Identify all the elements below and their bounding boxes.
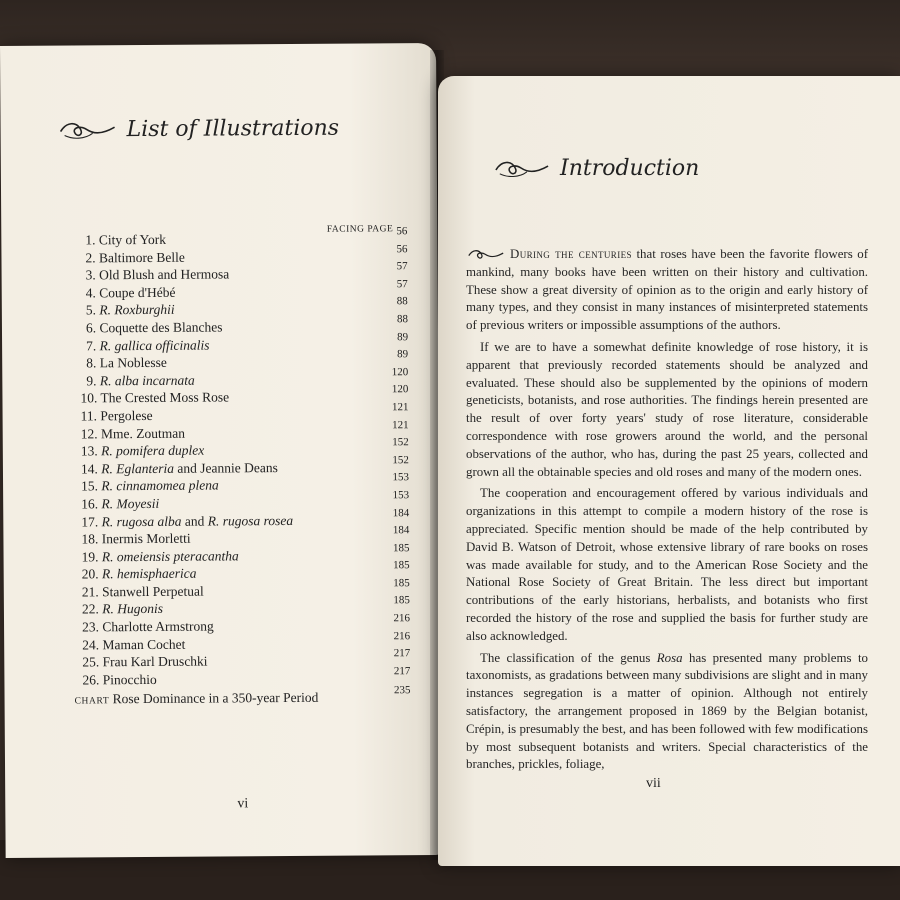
illustration-title: Coquette des Blanches [99, 319, 223, 336]
illustration-number: 5. [85, 302, 97, 318]
list-of-illustrations-title: List of Illustrations [126, 115, 340, 143]
paragraph-flourish-icon [466, 248, 506, 262]
illustration-number: 17. [81, 513, 99, 529]
illustration-page-number: 88 [396, 313, 408, 326]
paragraph-4 [466, 650, 868, 775]
illustration-row [81, 489, 410, 513]
illustration-row [81, 577, 410, 601]
illustration-number: 21. [81, 584, 99, 600]
chart-page-number: 235 [393, 684, 411, 697]
illustration-title: La Noblesse [99, 354, 167, 371]
illustration-number: 3. [85, 267, 96, 283]
illustration-row [80, 383, 409, 408]
illustration-row [81, 594, 410, 619]
illustration-number: 9. [86, 373, 97, 389]
illustration-title: Baltimore Belle [98, 249, 185, 265]
illustration-row [86, 365, 409, 390]
illustration-number: 1. [85, 232, 96, 248]
illustration-number: 8. [86, 355, 97, 371]
illustration-row [81, 471, 410, 495]
illustration-number: 19. [81, 549, 99, 565]
illustration-row [82, 629, 411, 654]
illustration-title: The Crested Moss Rose [100, 389, 230, 406]
illustration-title: R. hemisphaerica [101, 565, 197, 582]
illustration-title: Frau Karl Druschki [102, 653, 208, 670]
illustration-page-number: 185 [393, 577, 410, 590]
illustration-page-number: 120 [391, 365, 409, 379]
left-heading [59, 116, 340, 143]
illustration-row [80, 418, 409, 443]
illustration-page-number: 153 [392, 489, 410, 502]
illustration-title: Pinocchio [102, 671, 157, 688]
illustration-page-number: 121 [391, 401, 409, 414]
chart-label: CHART [74, 696, 110, 707]
illustration-row [81, 506, 410, 531]
illustration-number: 24. [82, 636, 100, 653]
paragraph-4-italic: Rosa [656, 650, 683, 665]
illustration-number: 16. [81, 496, 99, 512]
illustration-number: 4. [85, 285, 96, 301]
illustration-row [80, 453, 409, 478]
illustration-row [85, 260, 408, 284]
illustration-title: R. Hugonis [102, 601, 163, 617]
illustrations-list [74, 224, 411, 708]
left-page-folio: vi [237, 796, 249, 812]
illustration-page-number: 56 [396, 225, 408, 238]
illustration-number: 10. [80, 390, 98, 406]
illustration-title: R. pomifera duplex [101, 442, 205, 459]
illustration-title: R. Moyesii [101, 495, 160, 512]
illustration-page-number: 56 [396, 242, 408, 255]
illustration-title: R. rugosa alba and R. rugosa rosea [101, 512, 294, 529]
illustration-row [82, 664, 411, 689]
illustration-row [81, 559, 410, 583]
illustration-page-number: 121 [392, 418, 409, 431]
chart-row [74, 684, 411, 709]
illustration-title: Stanwell Perpetual [102, 583, 204, 600]
illustration-page-number: 152 [392, 453, 409, 466]
illustration-page-number: 89 [396, 330, 409, 343]
illustration-row [82, 647, 411, 671]
illustration-page-number: 89 [397, 348, 409, 361]
illustration-page-number: 88 [396, 295, 408, 308]
chart-title: Rose Dominance in a 350-year Period [112, 690, 319, 707]
lead-smallcaps: During the centuries [510, 247, 632, 261]
illustration-title: R. omeiensis pteracantha [101, 548, 239, 564]
illustration-title: Maman Cochet [102, 636, 186, 652]
introduction-body [466, 246, 868, 778]
illustration-page-number: 57 [396, 277, 408, 291]
paragraph-1 [466, 246, 868, 335]
illustration-number: 6. [85, 320, 97, 336]
illustration-number: 20. [81, 566, 99, 582]
illustration-title: Old Blush and Hermosa [99, 266, 230, 283]
flourish-ornament-icon [59, 119, 117, 141]
illustration-number: 13. [80, 443, 98, 459]
left-page [0, 43, 442, 858]
illustration-page-number: 153 [392, 471, 410, 484]
flourish-ornament-icon [494, 158, 550, 180]
illustration-title: R. gallica officinalis [99, 337, 210, 353]
illustration-page-number: 120 [391, 383, 409, 396]
illustration-title: Inermis Morletti [101, 530, 191, 547]
paragraph-4-text-b: has presented many problems to taxonomists, as gradations between many subdivisions are slight and in many instances segregation is a matter of opinion. Although not entirely satisfactory, the arrangement proposed in 1869 by the Belgian botanist, Crépin, is presumably the best, and has been followed with few modifications by most subsequent botanists and writers. Special characteristics of the branches, prickles, foliage, [466, 650, 868, 772]
illustration-row [80, 436, 409, 460]
illustration-row [81, 524, 410, 548]
illustration-title: R. alba incarnata [99, 372, 195, 389]
illustration-number: 2. [85, 249, 96, 266]
illustration-number: 18. [81, 531, 99, 547]
paragraph-4-text-a: The classification of the genus [480, 650, 657, 665]
right-page [438, 76, 900, 866]
illustration-title: Mme. Zoutman [100, 425, 186, 441]
illustration-page-number: 216 [393, 612, 411, 625]
illustration-row [82, 612, 411, 636]
illustration-title: City of York [98, 231, 167, 248]
illustration-row [85, 295, 408, 320]
illustration-row [85, 277, 408, 302]
illustration-title: Coupe d'Hébé [99, 284, 176, 301]
illustration-number: 12. [80, 425, 98, 441]
illustration-page-number: 184 [392, 524, 410, 537]
illustration-title: R. Roxburghii [99, 302, 175, 318]
facing-page-label: FACING PAGE [326, 224, 394, 235]
illustration-row [85, 225, 408, 249]
illustration-number: 26. [82, 672, 100, 688]
illustration-page-number: 185 [393, 559, 410, 572]
illustration-number: 25. [82, 654, 100, 670]
illustration-row [80, 401, 409, 425]
illustration-row [85, 313, 408, 337]
illustration-number: 22. [81, 601, 99, 617]
illustration-number: 11. [80, 408, 98, 424]
illustration-title: Pergolese [100, 407, 153, 424]
illustration-page-number: 152 [392, 436, 409, 449]
illustration-page-number: 185 [392, 541, 410, 554]
illustration-page-number: 217 [393, 664, 411, 678]
illustration-number: 7. [86, 337, 97, 353]
paragraph-3: The cooperation and encouragement offered by various individuals and organizations in this attempt to compile a modern history of the rose is appreciated. Specific mention should be made of the help contributed by David B. Watson of Detroit, whose extensive library of rare books on roses was made available for study, and to the American Rose Society and the National Rose Society of Great Britain. The less direct but important contributions of the early historians, herbalists, and botanists who first recorded the history of the rose and supplied the basis for further study are also acknowledged. [466, 486, 868, 643]
illustration-page-number: 216 [393, 629, 411, 642]
introduction-title: Introduction [560, 156, 700, 181]
illustration-number: 14. [80, 461, 98, 477]
right-page-folio: vii [646, 776, 661, 791]
illustration-row [86, 330, 409, 355]
paragraph-2: If we are to have a somewhat definite knowledge of rose history, it is apparent that previously recorded statements should be analyzed and evaluated. These should also be supplemented by the opinions of modern geneticists, botanists, and rose authorities. The findings herein presented are the result of over forty years' study of rose literature, considerable correspondence with rose growers around the world, and the personal observations of the author, who has, during the past 25 years, collected and grown all the obtainable species and old roses and many of the modern ones. [466, 339, 868, 479]
illustration-row [81, 541, 410, 566]
paragraph-1-text: that roses have been the favorite flowers of mankind, many books have been written on their history and cultivation. These show a great diversity of opinion as to the origin and early history of many types, and they consist in many instances of misinterpreted statements of previous writers or impossible assumptions of the authors. [466, 247, 869, 333]
illustration-number: 15. [81, 478, 99, 494]
illustration-page-number: 217 [393, 647, 411, 660]
illustration-title: Charlotte Armstrong [102, 618, 214, 635]
illustration-number: 23. [82, 619, 99, 635]
illustration-title: R. Eglanteria and Jeannie Deans [101, 459, 278, 477]
illustration-title: R. cinnamomea plena [101, 477, 219, 494]
illustration-page-number: 57 [396, 260, 408, 273]
right-heading [494, 156, 699, 181]
illustration-page-number: 185 [393, 594, 410, 607]
illustration-page-number: 184 [392, 506, 410, 519]
